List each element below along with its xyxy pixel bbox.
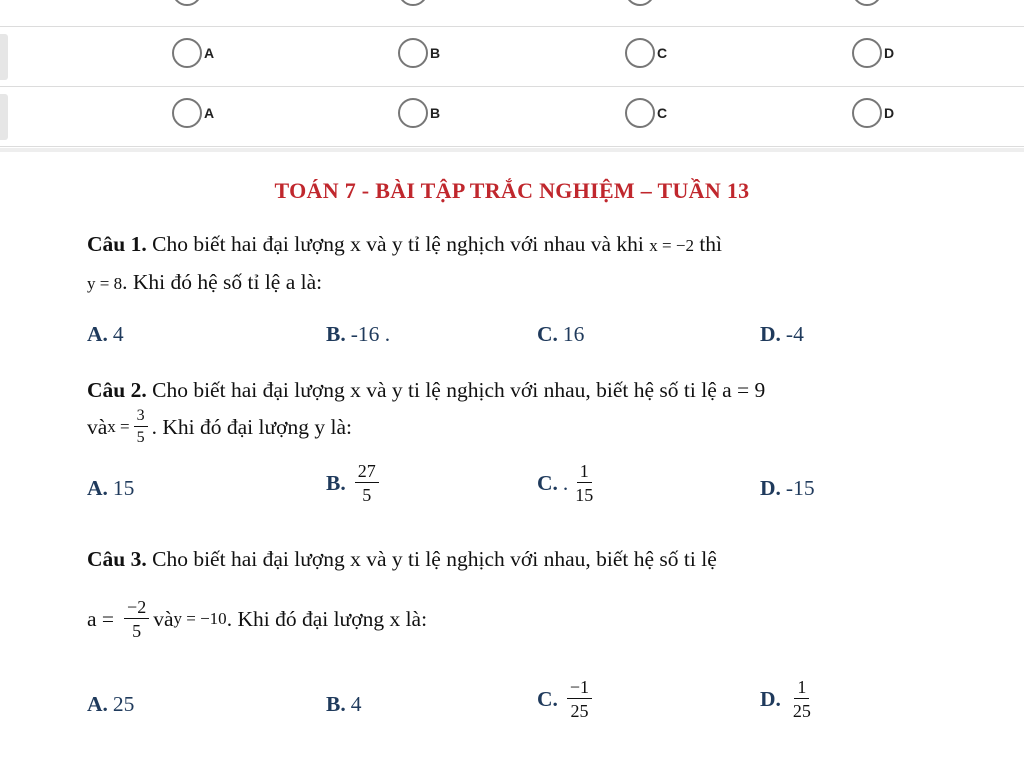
answer-letter: B. [326,470,346,495]
fraction-numerator: 3 [134,408,148,427]
fraction [790,678,814,720]
answer-letter: A. [87,322,108,346]
fraction-numerator: 1 [794,678,809,699]
option-letter: C [657,45,668,61]
answer-letter: A. [87,692,108,716]
radio-circle[interactable] [625,38,655,68]
question-text: Cho biết hai đại lượng x và y ti lệ nghịch với nhau, biết hệ số ti lệ a = 9 [146,378,766,402]
answer-row [0,88,1024,147]
option-letter [884,0,894,1]
question-label: Câu 3. [87,547,147,571]
answer-text: 15 [112,476,135,500]
section-divider [0,148,1024,152]
answer-letter: C. [537,322,558,346]
option-b-radio[interactable] [398,38,440,68]
question-label: Câu 2. [87,378,147,402]
answer-option [760,322,804,347]
answer-letter: D. [760,476,781,500]
answer-option [87,476,134,501]
option-d-radio[interactable] [852,38,894,68]
option-letter [204,0,214,1]
option-c-radio[interactable] [625,98,667,128]
radio-circle[interactable] [398,0,428,6]
answer-text: -4 [785,322,804,346]
question-text: . Khi đó hệ số tỉ lệ a là: [122,270,323,294]
math-expression: y = −10 [173,609,227,628]
option-letter: A [204,105,215,121]
radio-circle[interactable] [625,98,655,128]
fraction-numerator: −2 [124,598,149,619]
answer-text: 4 [350,692,362,716]
question-text: . Khi đó đại lượng y là: [151,415,353,439]
fraction-denominator: 5 [132,621,142,641]
math-expression: x = −2 [649,236,694,255]
question-2 [87,372,937,408]
answer-option [537,678,596,720]
answer-letter: D. [760,686,781,711]
radio-circle[interactable] [852,38,882,68]
fraction-denominator: 25 [792,701,811,721]
question-text: và [87,415,108,439]
option-b-radio[interactable] [398,98,440,128]
answer-letter: C. [537,470,558,495]
answer-option [87,322,124,347]
option-letter: B [430,105,441,121]
question-text: thì [693,232,723,256]
answer-option [326,322,390,347]
answer-text: 16 [562,322,585,346]
answer-letter: A. [87,476,108,500]
answer-letter: B. [326,692,346,716]
row-handle [0,34,8,80]
fraction [134,408,148,446]
answer-prefix: . [562,470,569,495]
option-b-radio[interactable] [398,0,440,6]
answer-option [760,476,815,501]
fraction-denominator: 5 [362,485,372,505]
question-1 [87,226,937,302]
answer-text: -16 . [350,322,391,346]
answer-option [326,692,361,717]
answer-row-partial [0,0,1024,27]
question-text: Cho biết hai đại lượng x và y ti lệ nghịch với nhau, biết hệ số ti lệ [146,547,717,571]
radio-circle[interactable] [398,38,428,68]
fraction-numerator: 27 [355,462,379,483]
answer-option [537,322,584,347]
question-3-line-2 [87,598,937,640]
radio-circle[interactable] [172,38,202,68]
question-text: . Khi đó đại lượng x là: [226,607,428,631]
question-3 [87,541,937,577]
radio-circle[interactable] [398,98,428,128]
radio-circle[interactable] [625,0,655,6]
option-c-radio[interactable] [625,38,667,68]
answer-option [326,462,383,504]
answer-letter: B. [326,322,346,346]
answer-option [87,692,134,717]
row-handle [0,94,8,140]
fraction-numerator: 1 [577,462,592,483]
answer-letter: D. [760,322,781,346]
fraction-denominator: 25 [570,701,589,721]
answer-text: 25 [112,692,135,716]
option-letter [430,0,440,1]
option-letter: D [884,45,895,61]
question-text: Cho biết hai đại lượng x và y tỉ lệ nghịch với nhau và khi [146,232,650,256]
question-2-line-2 [87,408,937,446]
answer-option [760,678,818,720]
option-letter: C [657,105,668,121]
option-letter [657,0,667,1]
option-d-radio[interactable] [852,98,894,128]
radio-circle[interactable] [172,98,202,128]
option-letter: B [430,45,441,61]
math-expression: a = [87,607,115,631]
option-letter: A [204,45,215,61]
fraction-denominator: 15 [575,485,594,505]
option-letter: D [884,105,895,121]
fraction [567,678,592,720]
radio-circle[interactable] [852,98,882,128]
option-a-radio[interactable] [172,98,214,128]
question-label: Câu 1. [87,232,147,256]
fraction [355,462,379,504]
fraction [572,462,596,504]
fraction [124,598,149,640]
document-title: TOÁN 7 - BÀI TẬP TRẮC NGHIỆM – TUẦN 13 [274,178,750,203]
question-text: và [153,607,174,631]
math-expression: x = [107,417,130,436]
fraction-numerator: −1 [567,678,592,699]
answer-text: 4 [112,322,124,346]
answer-letter: C. [537,686,558,711]
fraction-denominator: 5 [136,429,145,446]
answer-row [0,28,1024,87]
radio-circle[interactable] [172,0,202,6]
math-expression: y = 8 [87,274,123,293]
option-a-radio[interactable] [172,0,214,6]
radio-circle[interactable] [852,0,882,6]
option-d-radio[interactable] [852,0,894,6]
option-a-radio[interactable] [172,38,214,68]
option-c-radio[interactable] [625,0,667,6]
answer-text: -15 [785,476,815,500]
answer-option [537,462,600,504]
